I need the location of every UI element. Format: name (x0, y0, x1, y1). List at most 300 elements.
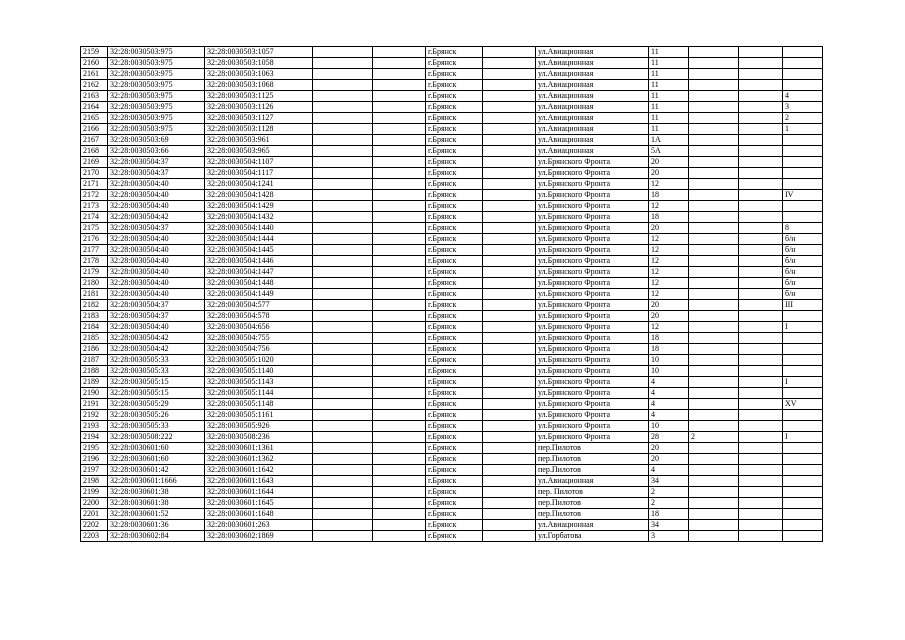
object-cadastral-number-cell: 32:28:0030601:263 (205, 520, 313, 531)
empty-cell-11 (739, 410, 783, 421)
empty-cell-5 (373, 179, 426, 190)
empty-cell-5 (373, 366, 426, 377)
parcel-cadastral-number-cell: 32:28:0030508:222 (108, 432, 205, 443)
building-cell (689, 421, 739, 432)
house-number-cell: 20 (649, 168, 689, 179)
object-cadastral-number-cell: 32:28:0030601:1643 (205, 476, 313, 487)
building-cell (689, 234, 739, 245)
empty-cell-5 (373, 498, 426, 509)
building-cell (689, 311, 739, 322)
city-cell: г.Брянск (426, 289, 483, 300)
row-number-cell: 2166 (81, 124, 108, 135)
house-number-cell: 18 (649, 509, 689, 520)
city-cell: г.Брянск (426, 520, 483, 531)
table-row (81, 300, 823, 311)
empty-cell-11 (739, 267, 783, 278)
city-cell: г.Брянск (426, 377, 483, 388)
street-cell: ул.Авиационная (536, 135, 649, 146)
empty-cell-4 (313, 47, 373, 58)
empty-cell-5 (373, 410, 426, 421)
row-number-cell: 2171 (81, 179, 108, 190)
table-row (81, 509, 823, 520)
empty-cell-7 (483, 234, 536, 245)
apartment-cell (783, 443, 823, 454)
apartment-cell (783, 454, 823, 465)
empty-cell-7 (483, 278, 536, 289)
city-cell: г.Брянск (426, 509, 483, 520)
apartment-cell (783, 58, 823, 69)
empty-cell-7 (483, 333, 536, 344)
empty-cell-4 (313, 344, 373, 355)
apartment-cell (783, 146, 823, 157)
empty-cell-7 (483, 80, 536, 91)
street-cell: ул.Брянского Фронта (536, 256, 649, 267)
empty-cell-11 (739, 146, 783, 157)
empty-cell-11 (739, 311, 783, 322)
table-row (81, 498, 823, 509)
parcel-cadastral-number-cell: 32:28:0030601:60 (108, 454, 205, 465)
row-number-cell: 2178 (81, 256, 108, 267)
apartment-cell (783, 69, 823, 80)
street-cell: ул.Брянского Фронта (536, 432, 649, 443)
house-number-cell: 18 (649, 333, 689, 344)
street-cell: ул.Авиационная (536, 47, 649, 58)
apartment-cell (783, 157, 823, 168)
city-cell: г.Брянск (426, 146, 483, 157)
parcel-cadastral-number-cell: 32:28:0030504:37 (108, 223, 205, 234)
row-number-cell: 2159 (81, 47, 108, 58)
table-row (81, 58, 823, 69)
street-cell: ул.Авиационная (536, 91, 649, 102)
apartment-cell: I (783, 377, 823, 388)
row-number-cell: 2197 (81, 465, 108, 476)
street-cell: ул.Брянского Фронта (536, 234, 649, 245)
row-number-cell: 2183 (81, 311, 108, 322)
empty-cell-4 (313, 201, 373, 212)
row-number-cell: 2179 (81, 267, 108, 278)
object-cadastral-number-cell: 32:28:0030505:1140 (205, 366, 313, 377)
empty-cell-5 (373, 520, 426, 531)
object-cadastral-number-cell: 32:28:0030504:1429 (205, 201, 313, 212)
empty-cell-7 (483, 388, 536, 399)
street-cell: ул.Брянского Фронта (536, 311, 649, 322)
parcel-cadastral-number-cell: 32:28:0030601:52 (108, 509, 205, 520)
house-number-cell: 20 (649, 157, 689, 168)
city-cell: г.Брянск (426, 124, 483, 135)
street-cell: ул.Брянского Фронта (536, 267, 649, 278)
empty-cell-5 (373, 355, 426, 366)
row-number-cell: 2177 (81, 245, 108, 256)
house-number-cell: 34 (649, 476, 689, 487)
house-number-cell: 5А (649, 146, 689, 157)
city-cell: г.Брянск (426, 113, 483, 124)
city-cell: г.Брянск (426, 388, 483, 399)
empty-cell-4 (313, 388, 373, 399)
empty-cell-5 (373, 91, 426, 102)
empty-cell-4 (313, 190, 373, 201)
city-cell: г.Брянск (426, 234, 483, 245)
apartment-cell: б/н (783, 278, 823, 289)
apartment-cell (783, 487, 823, 498)
empty-cell-7 (483, 157, 536, 168)
row-number-cell: 2203 (81, 531, 108, 542)
object-cadastral-number-cell: 32:28:0030601:1642 (205, 465, 313, 476)
row-number-cell: 2163 (81, 91, 108, 102)
parcel-cadastral-number-cell: 32:28:0030503:975 (108, 124, 205, 135)
empty-cell-7 (483, 432, 536, 443)
object-cadastral-number-cell: 32:28:0030601:1645 (205, 498, 313, 509)
building-cell (689, 399, 739, 410)
house-number-cell: 2 (649, 487, 689, 498)
parcel-cadastral-number-cell: 32:28:0030505:29 (108, 399, 205, 410)
table-row (81, 267, 823, 278)
empty-cell-4 (313, 102, 373, 113)
building-cell (689, 190, 739, 201)
empty-cell-5 (373, 157, 426, 168)
empty-cell-4 (313, 311, 373, 322)
street-cell: ул.Брянского Фронта (536, 223, 649, 234)
empty-cell-11 (739, 487, 783, 498)
parcel-cadastral-number-cell: 32:28:0030504:40 (108, 278, 205, 289)
street-cell: ул.Авиационная (536, 69, 649, 80)
parcel-cadastral-number-cell: 32:28:0030503:66 (108, 146, 205, 157)
empty-cell-11 (739, 245, 783, 256)
building-cell (689, 69, 739, 80)
empty-cell-5 (373, 377, 426, 388)
empty-cell-11 (739, 69, 783, 80)
empty-cell-5 (373, 124, 426, 135)
city-cell: г.Брянск (426, 168, 483, 179)
parcel-cadastral-number-cell: 32:28:0030505:15 (108, 377, 205, 388)
empty-cell-7 (483, 102, 536, 113)
empty-cell-4 (313, 454, 373, 465)
building-cell (689, 47, 739, 58)
empty-cell-5 (373, 399, 426, 410)
apartment-cell (783, 168, 823, 179)
city-cell: г.Брянск (426, 487, 483, 498)
empty-cell-11 (739, 399, 783, 410)
house-number-cell: 3 (649, 531, 689, 542)
row-number-cell: 2191 (81, 399, 108, 410)
building-cell (689, 289, 739, 300)
parcel-cadastral-number-cell: 32:28:0030504:40 (108, 234, 205, 245)
apartment-cell (783, 498, 823, 509)
street-cell: ул.Брянского Фронта (536, 399, 649, 410)
empty-cell-7 (483, 190, 536, 201)
building-cell (689, 223, 739, 234)
building-cell (689, 454, 739, 465)
empty-cell-4 (313, 168, 373, 179)
apartment-cell: б/н (783, 234, 823, 245)
building-cell (689, 124, 739, 135)
empty-cell-5 (373, 256, 426, 267)
city-cell: г.Брянск (426, 333, 483, 344)
empty-cell-11 (739, 498, 783, 509)
city-cell: г.Брянск (426, 465, 483, 476)
street-cell: ул.Брянского Фронта (536, 190, 649, 201)
table-row (81, 212, 823, 223)
object-cadastral-number-cell: 32:28:0030503:965 (205, 146, 313, 157)
house-number-cell: 11 (649, 102, 689, 113)
house-number-cell: 12 (649, 322, 689, 333)
city-cell: г.Брянск (426, 531, 483, 542)
apartment-cell: III (783, 300, 823, 311)
city-cell: г.Брянск (426, 212, 483, 223)
empty-cell-4 (313, 278, 373, 289)
object-cadastral-number-cell: 32:28:0030505:1020 (205, 355, 313, 366)
row-number-cell: 2192 (81, 410, 108, 421)
empty-cell-11 (739, 443, 783, 454)
empty-cell-7 (483, 355, 536, 366)
empty-cell-5 (373, 487, 426, 498)
row-number-cell: 2182 (81, 300, 108, 311)
row-number-cell: 2185 (81, 333, 108, 344)
parcel-cadastral-number-cell: 32:28:0030504:37 (108, 311, 205, 322)
empty-cell-4 (313, 322, 373, 333)
apartment-cell (783, 179, 823, 190)
empty-cell-7 (483, 520, 536, 531)
empty-cell-7 (483, 113, 536, 124)
object-cadastral-number-cell: 32:28:0030602:1869 (205, 531, 313, 542)
empty-cell-5 (373, 47, 426, 58)
city-cell: г.Брянск (426, 454, 483, 465)
street-cell: ул.Брянского Фронта (536, 168, 649, 179)
building-cell (689, 256, 739, 267)
city-cell: г.Брянск (426, 311, 483, 322)
house-number-cell: 11 (649, 47, 689, 58)
building-cell (689, 476, 739, 487)
empty-cell-11 (739, 201, 783, 212)
parcel-cadastral-number-cell: 32:28:0030503:975 (108, 102, 205, 113)
empty-cell-5 (373, 212, 426, 223)
street-cell: пер.Пилотов (536, 509, 649, 520)
object-cadastral-number-cell: 32:28:0030504:1117 (205, 168, 313, 179)
row-number-cell: 2176 (81, 234, 108, 245)
empty-cell-7 (483, 465, 536, 476)
building-cell (689, 509, 739, 520)
empty-cell-11 (739, 465, 783, 476)
object-cadastral-number-cell: 32:28:0030505:1143 (205, 377, 313, 388)
street-cell: ул.Брянского Фронта (536, 388, 649, 399)
house-number-cell: 4 (649, 388, 689, 399)
apartment-cell: I (783, 432, 823, 443)
empty-cell-11 (739, 344, 783, 355)
object-cadastral-number-cell: 32:28:0030505:1161 (205, 410, 313, 421)
empty-cell-7 (483, 124, 536, 135)
street-cell: ул.Брянского Фронта (536, 278, 649, 289)
street-cell: ул.Брянского Фронта (536, 289, 649, 300)
building-cell (689, 465, 739, 476)
house-number-cell: 34 (649, 520, 689, 531)
house-number-cell: 10 (649, 366, 689, 377)
city-cell: г.Брянск (426, 201, 483, 212)
table-body (81, 47, 823, 542)
parcel-cadastral-number-cell: 32:28:0030505:15 (108, 388, 205, 399)
building-cell (689, 333, 739, 344)
apartment-cell: 8 (783, 223, 823, 234)
street-cell: ул.Горбатова (536, 531, 649, 542)
table-row (81, 399, 823, 410)
empty-cell-7 (483, 212, 536, 223)
building-cell (689, 278, 739, 289)
empty-cell-11 (739, 168, 783, 179)
row-number-cell: 2174 (81, 212, 108, 223)
parcel-cadastral-number-cell: 32:28:0030601:38 (108, 498, 205, 509)
empty-cell-11 (739, 333, 783, 344)
apartment-cell: б/н (783, 267, 823, 278)
parcel-cadastral-number-cell: 32:28:0030503:975 (108, 91, 205, 102)
empty-cell-7 (483, 69, 536, 80)
object-cadastral-number-cell: 32:28:0030503:1057 (205, 47, 313, 58)
parcel-cadastral-number-cell: 32:28:0030504:37 (108, 168, 205, 179)
empty-cell-11 (739, 289, 783, 300)
empty-cell-4 (313, 113, 373, 124)
table-row (81, 69, 823, 80)
empty-cell-7 (483, 256, 536, 267)
row-number-cell: 2161 (81, 69, 108, 80)
row-number-cell: 2199 (81, 487, 108, 498)
city-cell: г.Брянск (426, 58, 483, 69)
row-number-cell: 2189 (81, 377, 108, 388)
city-cell: г.Брянск (426, 47, 483, 58)
building-cell (689, 157, 739, 168)
apartment-cell (783, 201, 823, 212)
empty-cell-7 (483, 509, 536, 520)
table-row (81, 47, 823, 58)
table-row (81, 124, 823, 135)
object-cadastral-number-cell: 32:28:0030504:1445 (205, 245, 313, 256)
row-number-cell: 2169 (81, 157, 108, 168)
table-row (81, 157, 823, 168)
city-cell: г.Брянск (426, 476, 483, 487)
empty-cell-7 (483, 454, 536, 465)
city-cell: г.Брянск (426, 223, 483, 234)
building-cell (689, 355, 739, 366)
row-number-cell: 2172 (81, 190, 108, 201)
street-cell: ул.Авиационная (536, 80, 649, 91)
empty-cell-7 (483, 146, 536, 157)
table-row (81, 190, 823, 201)
parcel-cadastral-number-cell: 32:28:0030504:37 (108, 300, 205, 311)
parcel-cadastral-number-cell: 32:28:0030601:1666 (108, 476, 205, 487)
empty-cell-7 (483, 179, 536, 190)
parcel-cadastral-number-cell: 32:28:0030505:33 (108, 355, 205, 366)
object-cadastral-number-cell: 32:28:0030504:756 (205, 344, 313, 355)
parcel-cadastral-number-cell: 32:28:0030601:36 (108, 520, 205, 531)
empty-cell-11 (739, 520, 783, 531)
parcel-cadastral-number-cell: 32:28:0030504:42 (108, 344, 205, 355)
building-cell (689, 168, 739, 179)
object-cadastral-number-cell: 32:28:0030508:236 (205, 432, 313, 443)
apartment-cell: б/н (783, 245, 823, 256)
object-cadastral-number-cell: 32:28:0030504:1432 (205, 212, 313, 223)
house-number-cell: 11 (649, 124, 689, 135)
table-row (81, 278, 823, 289)
empty-cell-5 (373, 146, 426, 157)
empty-cell-4 (313, 487, 373, 498)
empty-cell-5 (373, 432, 426, 443)
building-cell (689, 322, 739, 333)
parcel-cadastral-number-cell: 32:28:0030601:42 (108, 465, 205, 476)
city-cell: г.Брянск (426, 432, 483, 443)
empty-cell-5 (373, 311, 426, 322)
street-cell: пер.Пилотов (536, 465, 649, 476)
object-cadastral-number-cell: 32:28:0030504:1446 (205, 256, 313, 267)
object-cadastral-number-cell: 32:28:0030503:1058 (205, 58, 313, 69)
house-number-cell: 11 (649, 80, 689, 91)
house-number-cell: 20 (649, 300, 689, 311)
house-number-cell: 1А (649, 135, 689, 146)
row-number-cell: 2187 (81, 355, 108, 366)
table-row (81, 113, 823, 124)
empty-cell-4 (313, 498, 373, 509)
empty-cell-5 (373, 245, 426, 256)
row-number-cell: 2186 (81, 344, 108, 355)
building-cell (689, 80, 739, 91)
building-cell (689, 531, 739, 542)
house-number-cell: 12 (649, 267, 689, 278)
street-cell: ул.Авиационная (536, 124, 649, 135)
empty-cell-5 (373, 190, 426, 201)
house-number-cell: 12 (649, 201, 689, 212)
table-row (81, 146, 823, 157)
street-cell: ул.Авиационная (536, 146, 649, 157)
row-number-cell: 2190 (81, 388, 108, 399)
empty-cell-11 (739, 355, 783, 366)
empty-cell-4 (313, 157, 373, 168)
parcel-cadastral-number-cell: 32:28:0030505:33 (108, 421, 205, 432)
parcel-cadastral-number-cell: 32:28:0030503:69 (108, 135, 205, 146)
empty-cell-11 (739, 509, 783, 520)
parcel-cadastral-number-cell: 32:28:0030504:40 (108, 201, 205, 212)
object-cadastral-number-cell: 32:28:0030504:1447 (205, 267, 313, 278)
house-number-cell: 28 (649, 432, 689, 443)
object-cadastral-number-cell: 32:28:0030504:1444 (205, 234, 313, 245)
house-number-cell: 12 (649, 245, 689, 256)
house-number-cell: 11 (649, 58, 689, 69)
empty-cell-4 (313, 410, 373, 421)
house-number-cell: 12 (649, 278, 689, 289)
city-cell: г.Брянск (426, 366, 483, 377)
empty-cell-7 (483, 300, 536, 311)
row-number-cell: 2193 (81, 421, 108, 432)
empty-cell-4 (313, 91, 373, 102)
empty-cell-5 (373, 344, 426, 355)
empty-cell-7 (483, 58, 536, 69)
city-cell: г.Брянск (426, 157, 483, 168)
city-cell: г.Брянск (426, 443, 483, 454)
empty-cell-7 (483, 311, 536, 322)
city-cell: г.Брянск (426, 355, 483, 366)
street-cell: ул.Брянского Фронта (536, 212, 649, 223)
city-cell: г.Брянск (426, 399, 483, 410)
table-row (81, 179, 823, 190)
empty-cell-11 (739, 366, 783, 377)
row-number-cell: 2164 (81, 102, 108, 113)
empty-cell-5 (373, 333, 426, 344)
empty-cell-5 (373, 443, 426, 454)
city-cell: г.Брянск (426, 190, 483, 201)
apartment-cell: XV (783, 399, 823, 410)
empty-cell-7 (483, 531, 536, 542)
apartment-cell (783, 135, 823, 146)
empty-cell-11 (739, 80, 783, 91)
city-cell: г.Брянск (426, 91, 483, 102)
object-cadastral-number-cell: 32:28:0030504:1241 (205, 179, 313, 190)
building-cell (689, 146, 739, 157)
object-cadastral-number-cell: 32:28:0030505:1148 (205, 399, 313, 410)
empty-cell-7 (483, 245, 536, 256)
